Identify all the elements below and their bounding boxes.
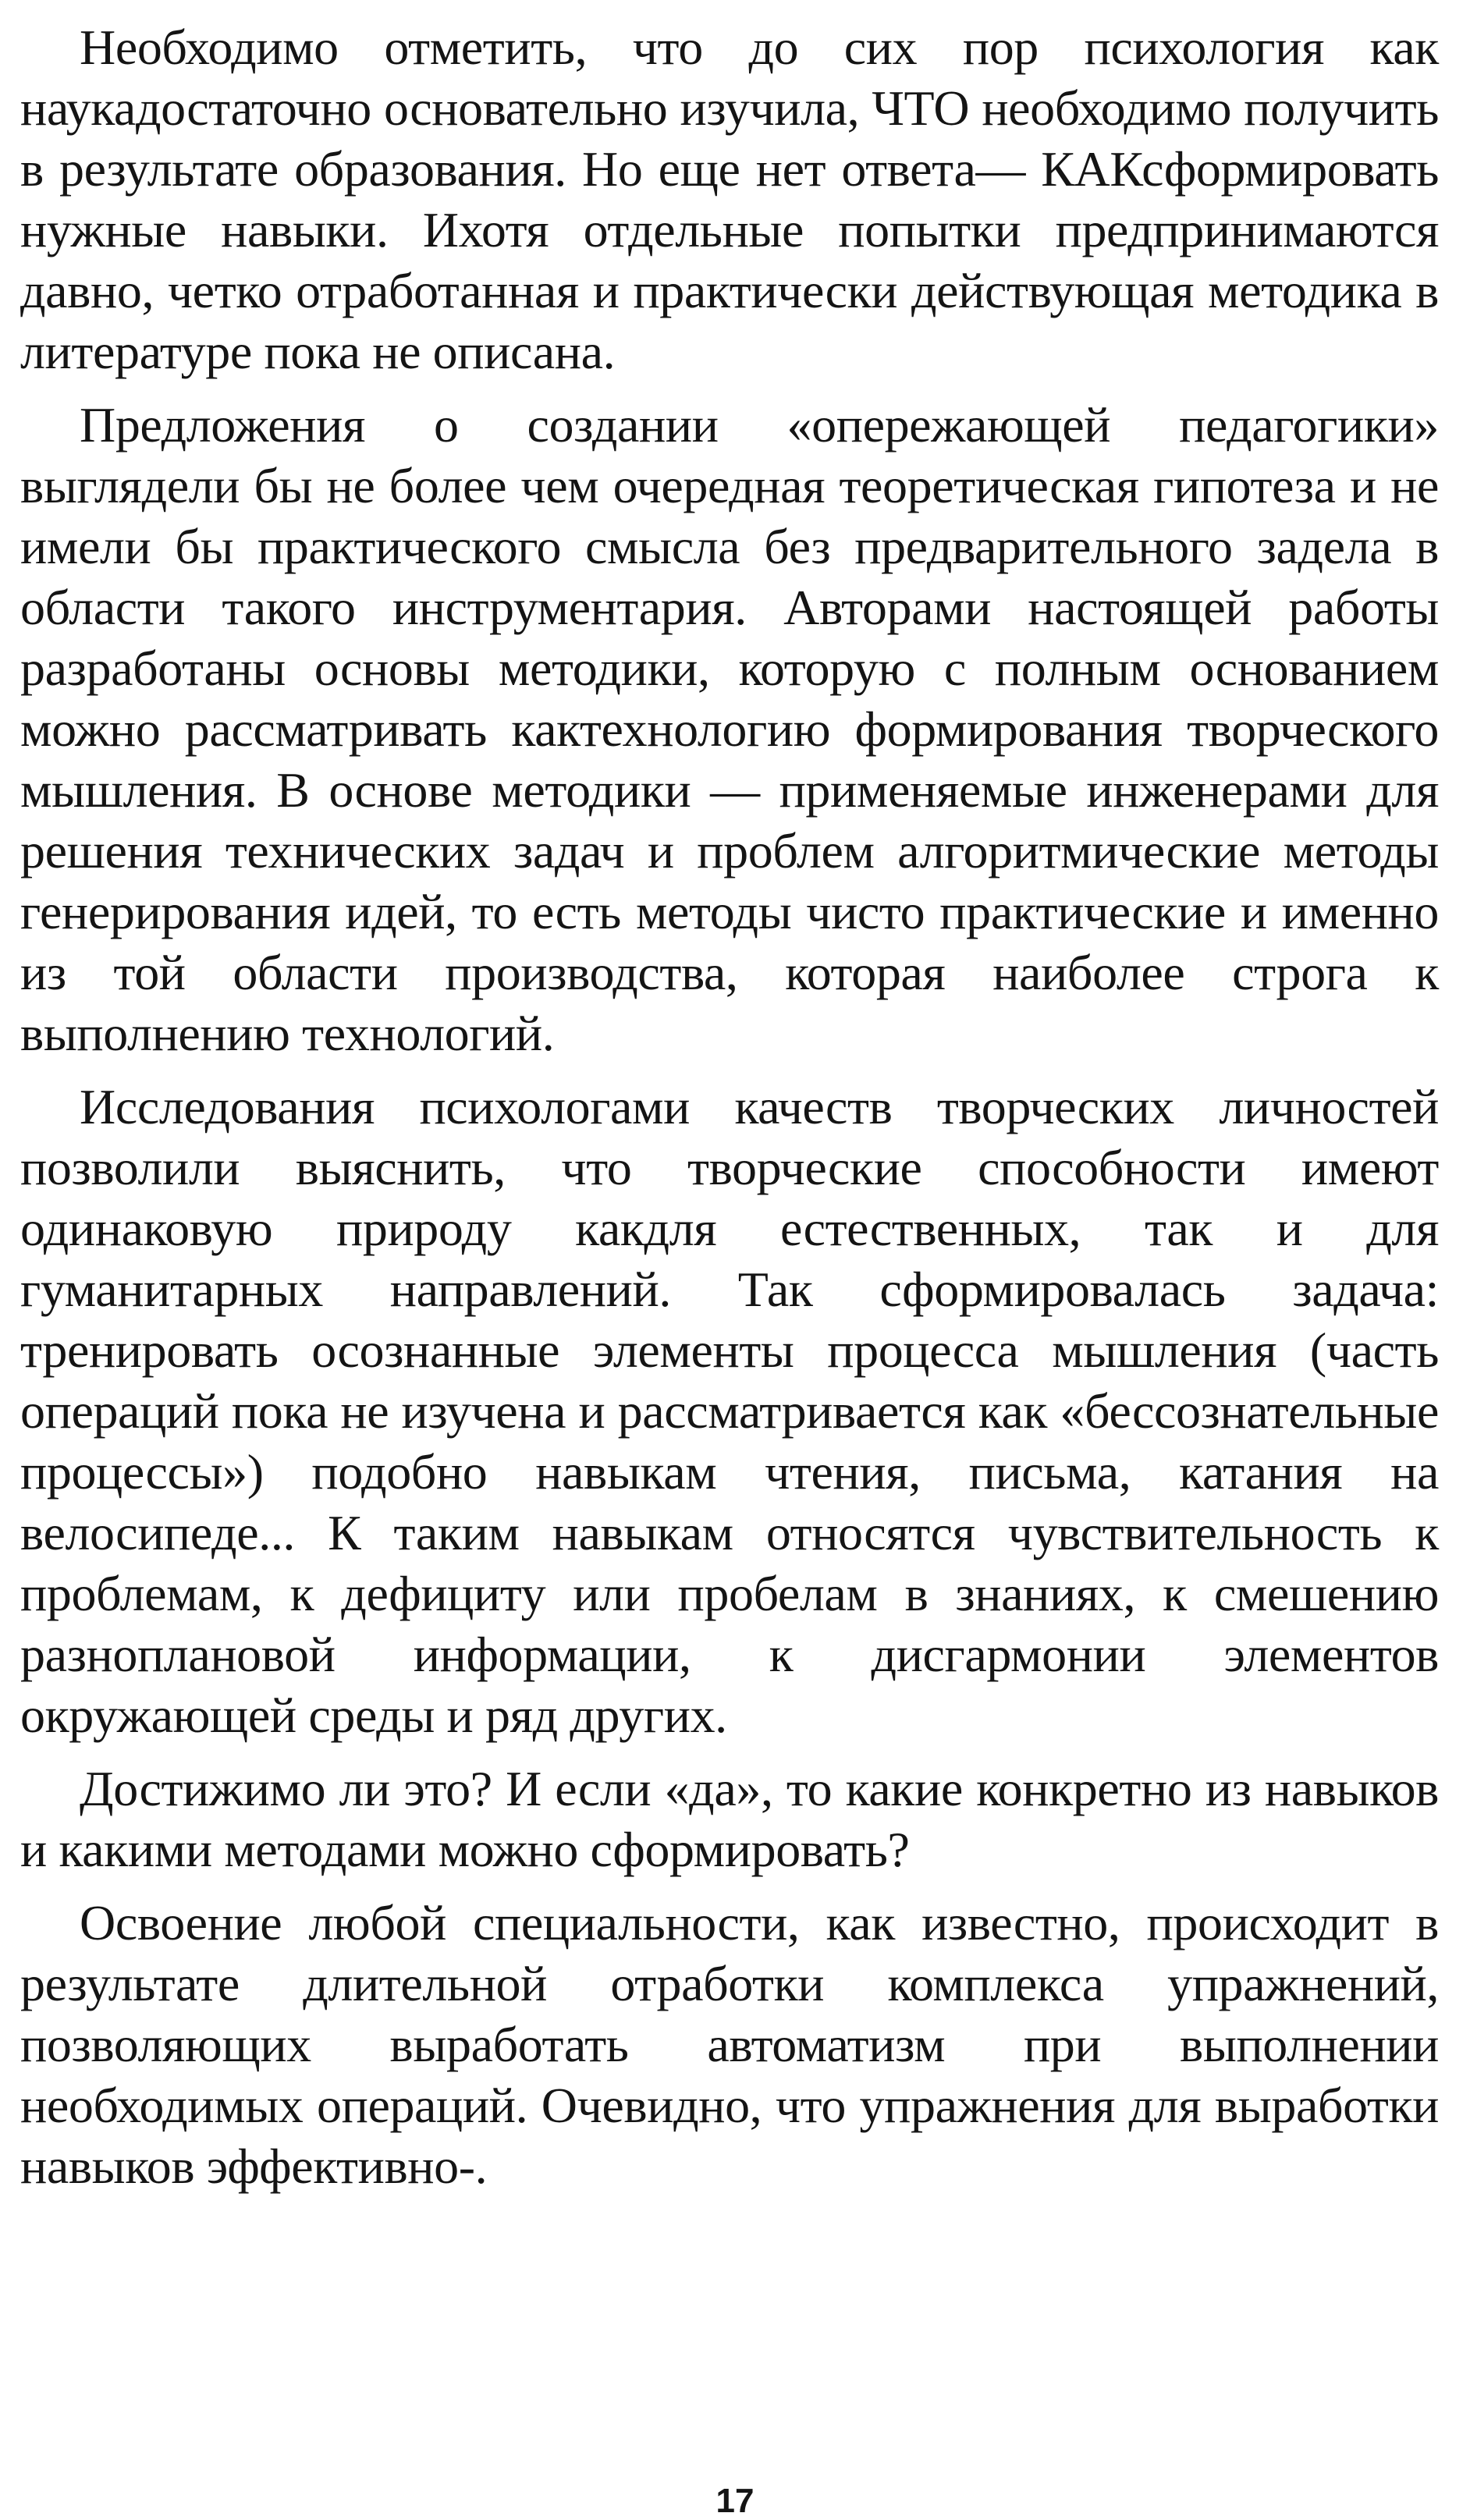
paragraph-4: Достижимо ли это? И если «да», то какие конкретно из навыков и какими методами можно сформировать? [20, 1761, 1439, 1877]
paragraph-3: Исследования психологами качеств творческих личностей позволили выяснить, что творческие способности имеют одинаковую природу какдля естественных, так и для гуманитарных направлений. Так сформировалась задача: тренировать осознанные элементы процесса мышления (часть операций пока не изучена и рассматривается как «бессознательные процессы») подобно навыкам чтения, письма, катания на велосипеде... К таким навыкам относятся чувствительность к проблемам, к дефициту или пробелам в знаниях, к смешению разноплановой информации, к дисгармонии элементов окружающей среды и ряд других. [20, 1079, 1439, 1743]
paragraph-1: Необходимо отметить, что до сих пор психология как наукадостаточно основательно изучила, ЧТО необходимо получить в результате образования. Но еще нет ответа— КАКсформировать нужные навыки. Ихотя отдельные попытки предпринимаются давно, четко отработанная и практически действующая методика в литературе пока не описана. [20, 20, 1439, 379]
body-text [20, 17, 1439, 2209]
paragraph-5: Освоение любой специальности, как известно, происходит в результате длительной отработки комплекса упражнений, позволяющих выработать автоматизм при выполнении необходимых операций. Очевидно, что упражнения для выработки навыков эффективно-. [20, 1895, 1439, 2194]
paragraph-2: Предложения о создании «опережающей педагогики» выглядели бы не более чем очередная теоретическая гипотеза и не имели бы практического смысла без предварительного задела в области такого инструментария. Авторами настоящей работы разработаны основы методики, которую с полным основанием можно рассматривать кактехнологию формирования творческого мышления. В основе методики — применяемые инженерами для решения технических задач и проблем алгоритмические методы генерирования идей, то есть методы чисто практические и именно из той области производства, которая наиболее строга к выполнению технологий. [20, 397, 1439, 1061]
page-number: 17 [715, 2482, 755, 2520]
